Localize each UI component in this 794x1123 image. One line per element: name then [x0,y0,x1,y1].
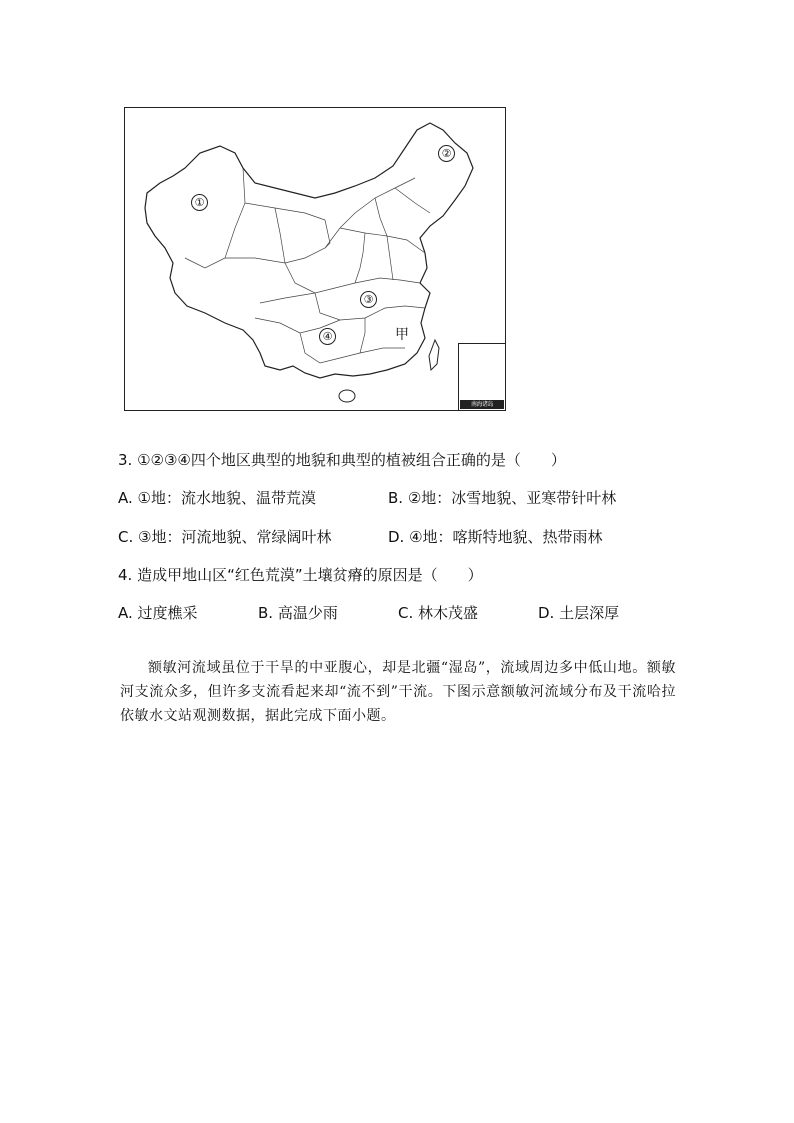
china-map-figure [124,107,506,411]
question-3-option-b[interactable]: B. ②地：冰雪地貌、亚寒带针叶林 [388,489,617,507]
province-borders [185,168,430,363]
question-3-option-a[interactable]: A. ①地：流水地貌、温带荒漠 [118,489,316,507]
map-label-region-4: ④ [319,328,336,345]
map-label-region-3: ③ [360,291,377,308]
reading-passage: 额敏河流域虽位于干旱的中亚腹心，却是北疆“湿岛”，流域周边多中低山地。额敏河支流众多，但许多支流看起来却“流不到”干流。下图示意额敏河流域分布及干流哈拉依敏水文站观测数据，据此完成下面小题。 [120,660,676,724]
taiwan-outline [429,340,439,370]
question-4-option-a[interactable]: A. 过度樵采 [118,604,198,622]
question-4-option-d[interactable]: D. 土层深厚 [538,604,620,622]
south-china-sea-inset [458,343,505,410]
map-label-region-jia: 甲 [395,327,409,343]
question-3-option-c[interactable]: C. ③地：河流地貌、常绿阔叶林 [118,528,332,546]
question-3-option-d[interactable]: D. ④地：喀斯特地貌、热带雨林 [388,528,603,546]
map-label-region-2: ② [438,145,455,162]
question-4-option-c[interactable]: C. 林木茂盛 [398,604,479,622]
question-3 [118,450,566,470]
map-label-region-1: ① [191,194,208,211]
question-3-number: 3. [118,451,133,469]
question-4-number: 4. [118,566,133,584]
question-4-stem: 造成甲地山区“红色荒漠”土壤贫瘠的原因是（ ） [137,566,483,584]
hainan-outline [339,390,355,402]
question-4 [118,565,483,585]
inset-caption: 南海诸岛 [460,400,504,409]
national-border [145,123,473,378]
question-4-option-b[interactable]: B. 高温少雨 [258,604,338,622]
question-3-stem: ①②③④四个地区典型的地貌和典型的植被组合正确的是（ ） [137,451,566,469]
